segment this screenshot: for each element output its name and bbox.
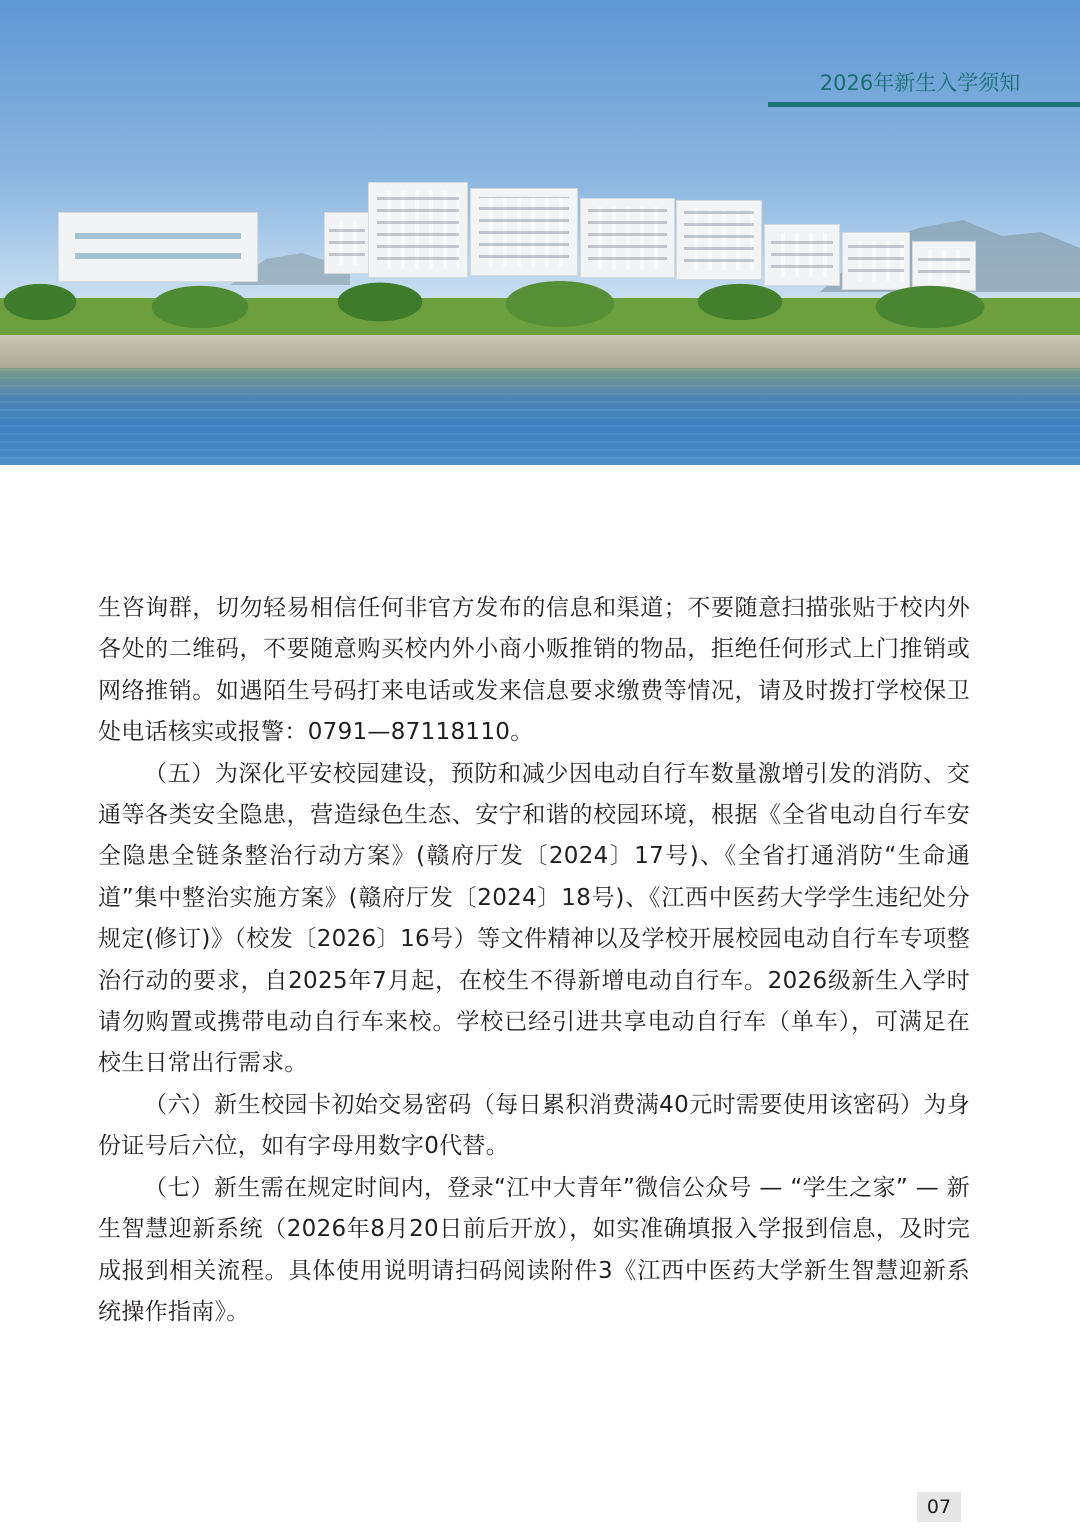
paragraph-item-5: （五）为深化平安校园建设，预防和减少因电动自行车数量激增引发的消防、交通等各类安全隐患，营造绿色生态、安宁和谐的校园环境，根据《全省电动自行车安全隐患全链条整治行动方案》(赣府厅发〔2024〕17号)、《全省打通消防“生命通道”集中整治实施方案》(赣府厅发〔2024〕18号)、《江西中医药大学学生违纪处分规定(修订)》（校发〔2026〕16号）等文件精神以及学校开展校园电动自行车专项整治行动的要求，自2025年7月起，在校生不得新增电动自行车。2026级新生入学时请勿购置或携带电动自行车来校。学校已经引进共享电动自行车（单车），可满足在校生日常出行需求。	[98, 760, 970, 1077]
header-rule	[768, 102, 1080, 107]
body-text	[98, 588, 970, 1333]
stone-embankment	[0, 335, 1080, 370]
paragraph-continued: 生咨询群，切勿轻易相信任何非官方发布的信息和渠道；不要随意扫描张贴于校内外各处的二维码，不要随意购买校内外小商小贩推销的物品，拒绝任何形式上门推销或网络推销。如遇陌生号码打来电话或发来信息要求缴费等情况，请及时拨打学校保卫处电话核实或报警：0791—87118110。	[98, 595, 970, 746]
header-title: 2026年新生入学须知	[819, 71, 1021, 95]
paragraph-item-6: （六）新生校园卡初始交易密码（每日累积消费满40元时需要使用该密码）为身份证号后六位，如有字母用数字0代替。	[98, 1091, 970, 1160]
page-number: 07	[917, 1492, 961, 1522]
paragraph-item-7: （七）新生需在规定时间内，登录“江中大青年”微信公众号 — “学生之家” — 新生智慧迎新系统（2026年8月20日前后开放），如实准确填报入学报到信息，及时完成报到相关流程。具体使用说明请扫码阅读附件3《江西中医药大学新生智慧迎新系统操作指南》。	[98, 1174, 970, 1325]
lake-water	[0, 368, 1080, 465]
